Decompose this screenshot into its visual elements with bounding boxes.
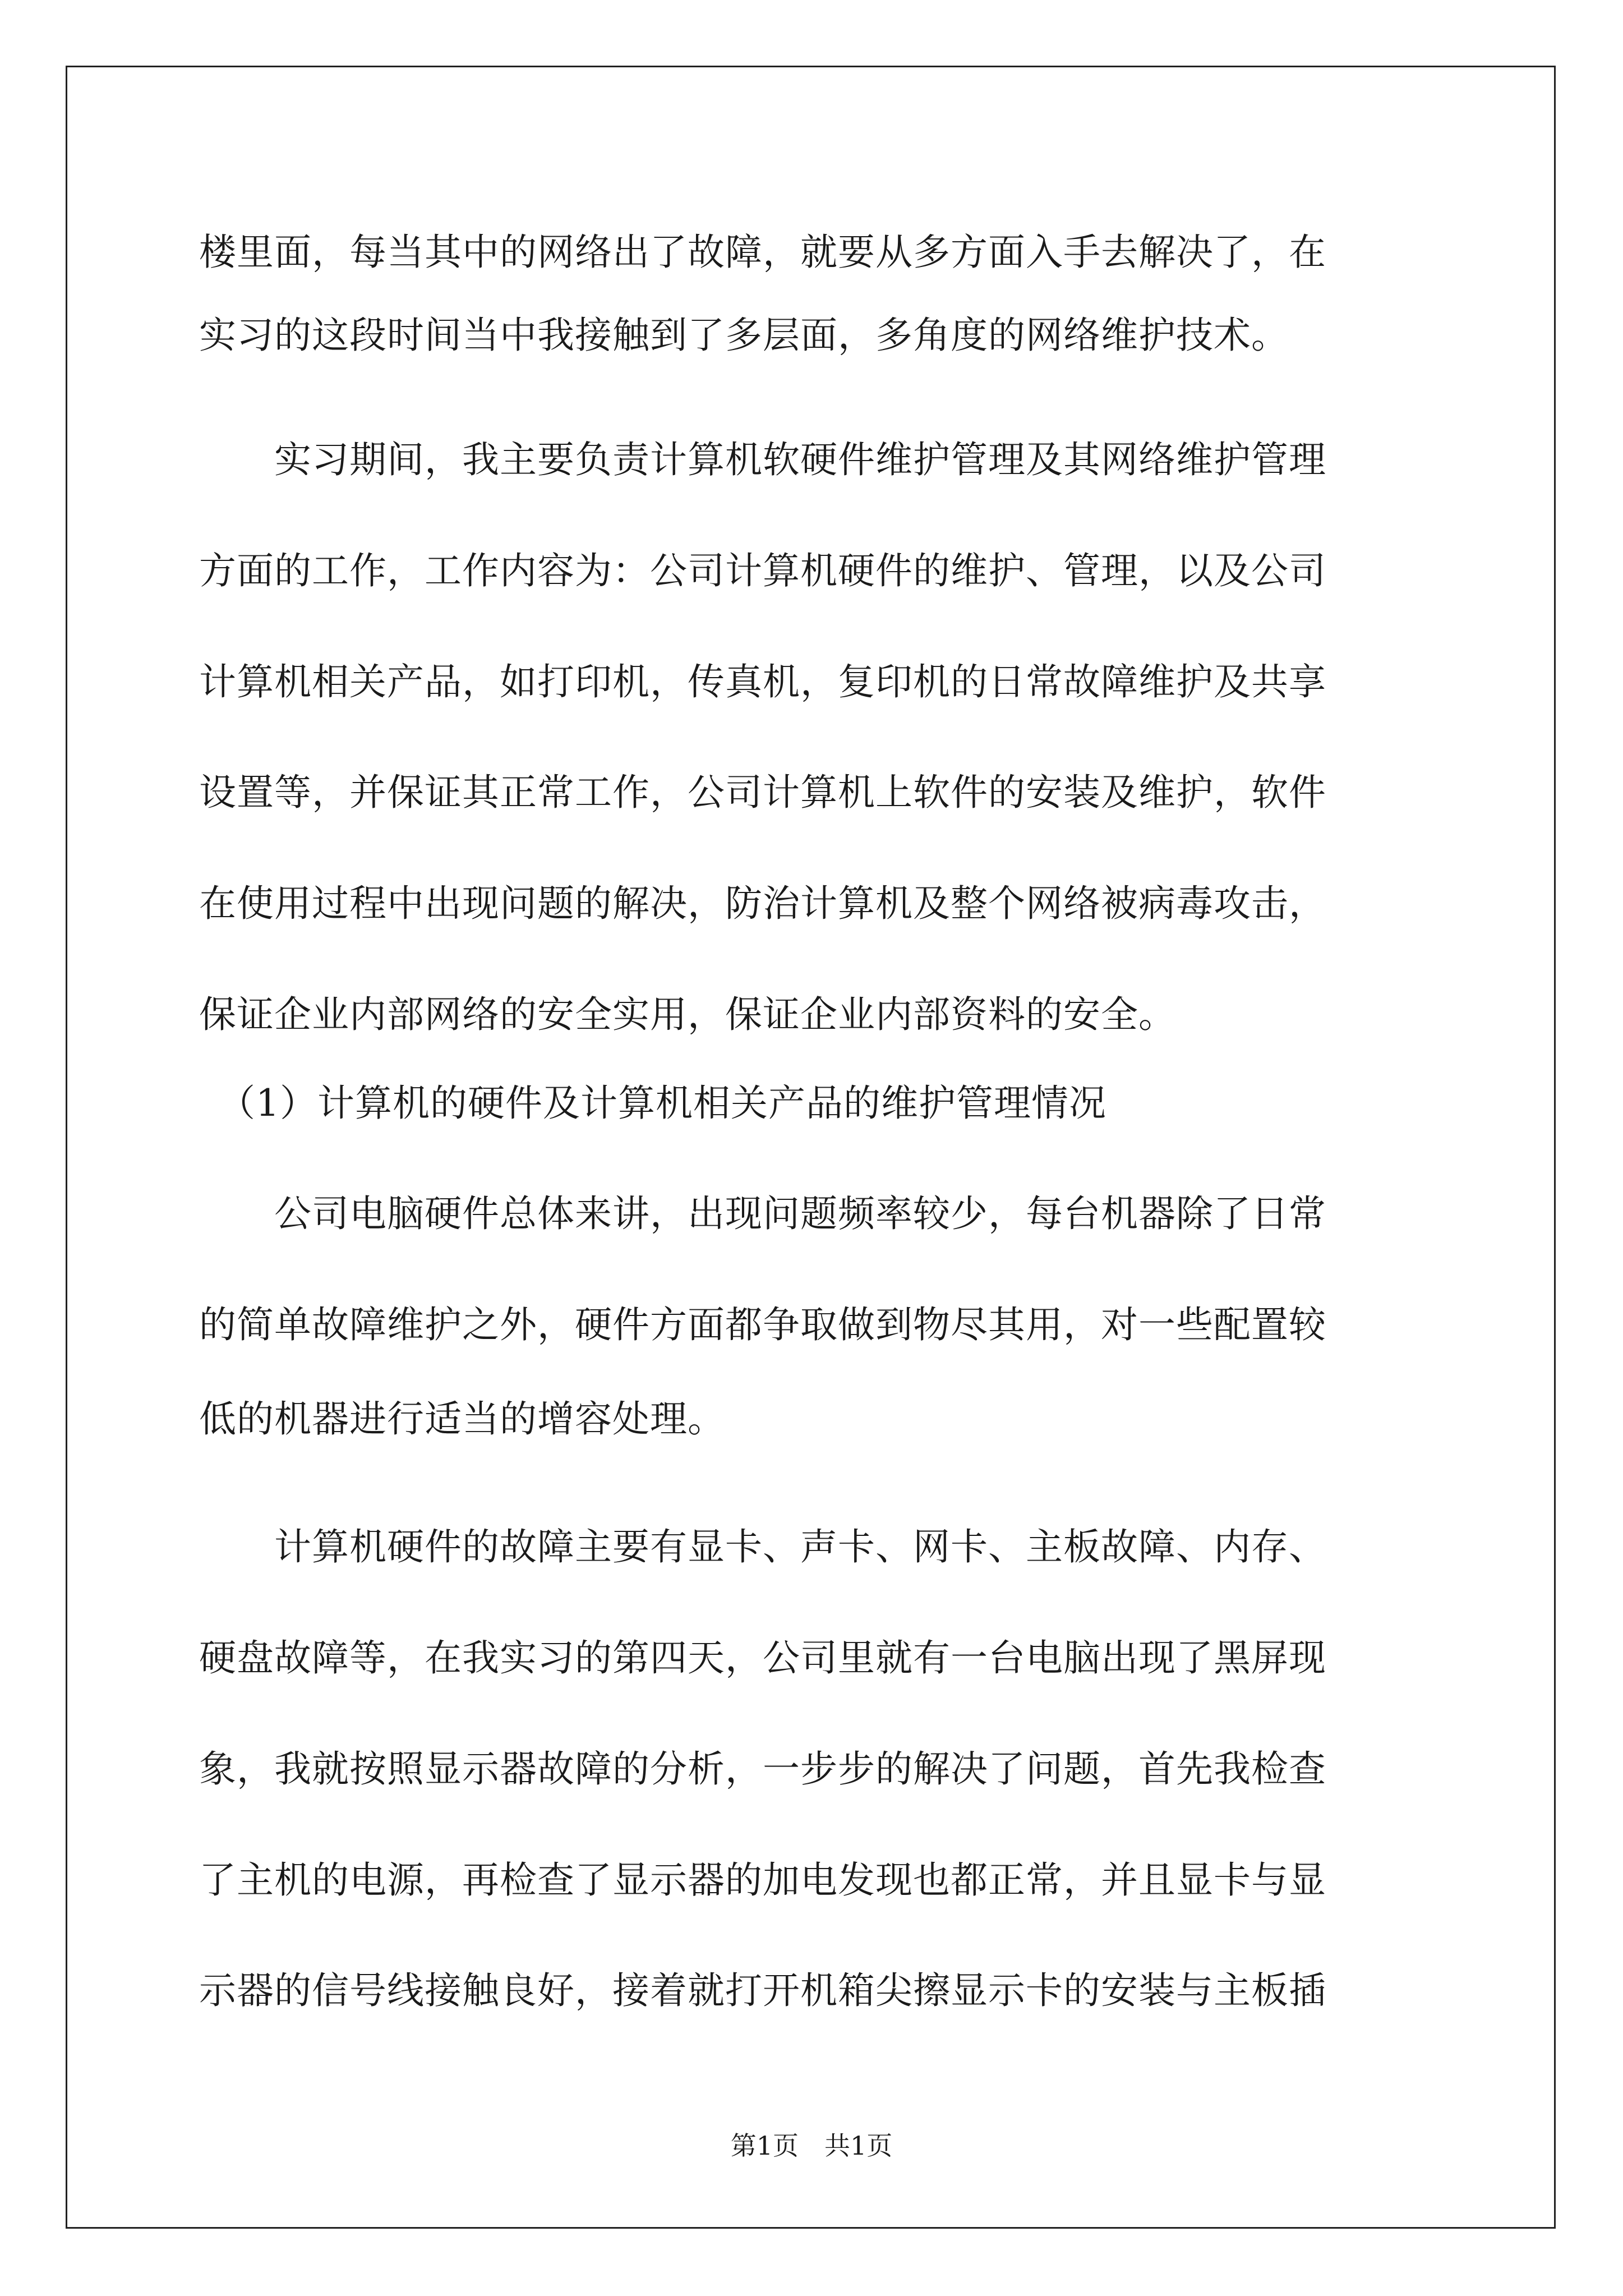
page-footer: 第1页 共1页	[730, 2131, 893, 2161]
text-line: 楼里面，每当其中的网络出了故障，就要从多方面入手去解决了，在	[199, 231, 1326, 274]
text-line: 象，我就按照显示器故障的分析，一步步的解决了问题，首先我检查	[199, 1747, 1326, 1791]
text-line: 了主机的电源，再检查了显示器的加电发现也都正常，并且显卡与显	[199, 1858, 1326, 1902]
text-line: 实习期间，我主要负责计算机软硬件维护管理及其网络维护管理	[199, 438, 1326, 481]
text-line: 示器的信号线接触良好，接着就打开机箱尖擦显示卡的安装与主板插	[199, 1969, 1326, 2012]
text-line: 计算机相关产品，如打印机，传真机，复印机的日常故障维护及共享	[199, 660, 1326, 703]
section-heading: （1）计算机的硬件及计算机相关产品的维护管理情况	[199, 1082, 1106, 1125]
text-line: 实习的这段时间当中我接触到了多层面，多角度的网络维护技术。	[199, 314, 1289, 357]
text-line: 方面的工作，工作内容为：公司计算机硬件的维护、管理，以及公司	[199, 549, 1326, 592]
text-line: 计算机硬件的故障主要有显卡、声卡、网卡、主板故障、内存、	[199, 1525, 1326, 1568]
text-line: 保证企业内部网络的安全实用，保证企业内部资料的安全。	[199, 993, 1176, 1036]
text-line: 公司电脑硬件总体来讲，出现问题频率较少，每台机器除了日常	[199, 1192, 1326, 1235]
text-line: 硬盘故障等，在我实习的第四天，公司里就有一台电脑出现了黑屏现	[199, 1636, 1326, 1680]
text-line: 低的机器进行适当的增容处理。	[199, 1397, 725, 1441]
page-border	[66, 66, 1556, 2229]
text-line: 设置等，并保证其正常工作，公司计算机上软件的安装及维护，软件	[199, 771, 1326, 814]
text-line: 在使用过程中出现问题的解决，防治计算机及整个网络被病毒攻击，	[199, 882, 1326, 925]
text-line: 的简单故障维护之外，硬件方面都争取做到物尽其用，对一些配置较	[199, 1303, 1326, 1346]
